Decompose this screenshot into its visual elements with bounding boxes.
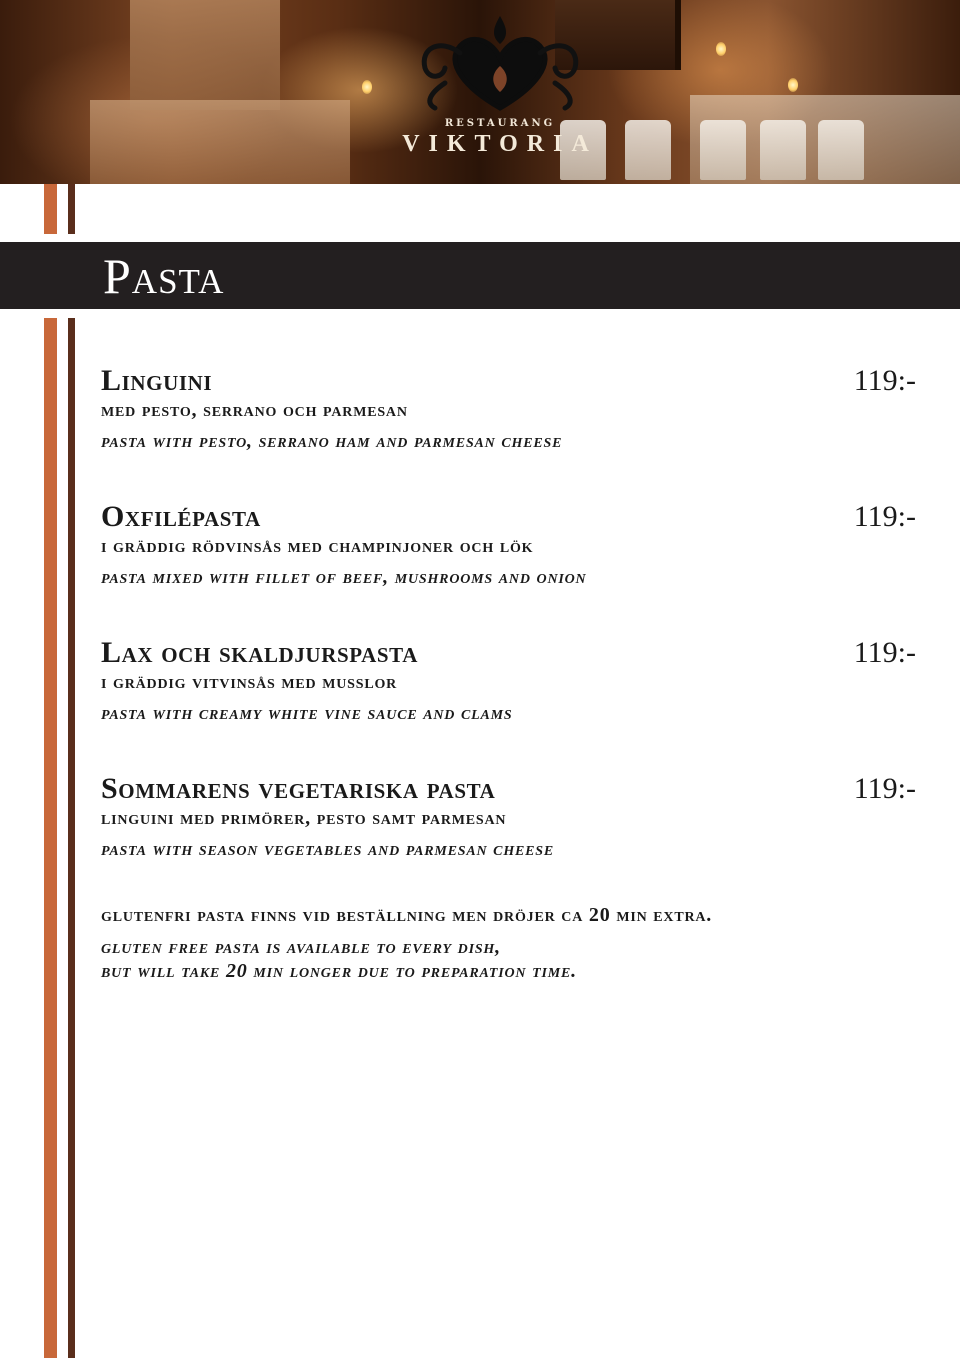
decor-stripe-brown [68,184,75,234]
photo-chair [625,120,671,180]
dish-description-en: pasta with creamy white vine sauce and clams [101,702,513,724]
candle-light-icon [362,80,372,94]
dish-name: Lax och skaldjurspasta [101,636,418,669]
photo-chair [818,120,864,180]
menu-list [101,362,916,906]
menu-item-header [101,498,916,536]
note-en-line: gluten free pasta is available to every dish, [101,936,501,958]
note-sv: glutenfri pasta finns vid beställning men dröjer ca 20 min extra. [101,904,713,926]
dish-price: 119:- [853,364,916,397]
header-photo [0,0,960,184]
dish-description-sv: med pesto, serrano och parmesan [101,399,408,421]
section-title-band [0,242,960,309]
decor-stripe-orange [44,318,57,1358]
dish-name: Linguini [101,364,213,397]
photo-chair [700,120,746,180]
dish-price: 119:- [853,500,916,533]
note-en-line: but will take 20 min longer due to preparation time. [101,960,577,982]
dish-description-en: pasta with pesto, serrano ham and parmesan cheese [101,430,563,452]
menu-item-header [101,362,916,400]
note-en [101,935,921,983]
menu-item [101,498,916,634]
decor-stripe-orange [44,184,57,234]
dish-description-sv: linguini med primörer, pesto samt parmesan [101,807,507,829]
dish-price: 119:- [853,636,916,669]
section-title: Pasta [103,248,225,304]
dish-description-sv: i gräddig rödvinsås med champinjoner och lök [101,535,534,557]
dish-name: Sommarens vegetariska pasta [101,772,496,805]
menu-item-header [101,634,916,672]
candle-light-icon [788,78,798,92]
dish-name: Oxfilépasta [101,500,261,533]
menu-item-header [101,770,916,808]
menu-item [101,770,916,906]
menu-item [101,634,916,770]
dish-price: 119:- [853,772,916,805]
photo-wall-panel [130,0,280,110]
dish-description-en: pasta with season vegetables and parmesan cheese [101,838,555,860]
photo-wall-lower [90,100,350,184]
decor-stripe-brown [68,318,75,1358]
gluten-free-note [101,903,921,983]
logo-subtitle: RESTAURANG [444,118,556,129]
menu-item [101,362,916,498]
dish-description-en: pasta mixed with fillet of beef, mushrooms and onion [101,566,587,588]
logo-name: VIKTORIA [402,131,598,157]
candle-light-icon [716,42,726,56]
dish-description-sv: i gräddig vitvinsås med musslor [101,671,398,693]
photo-chair [760,120,806,180]
